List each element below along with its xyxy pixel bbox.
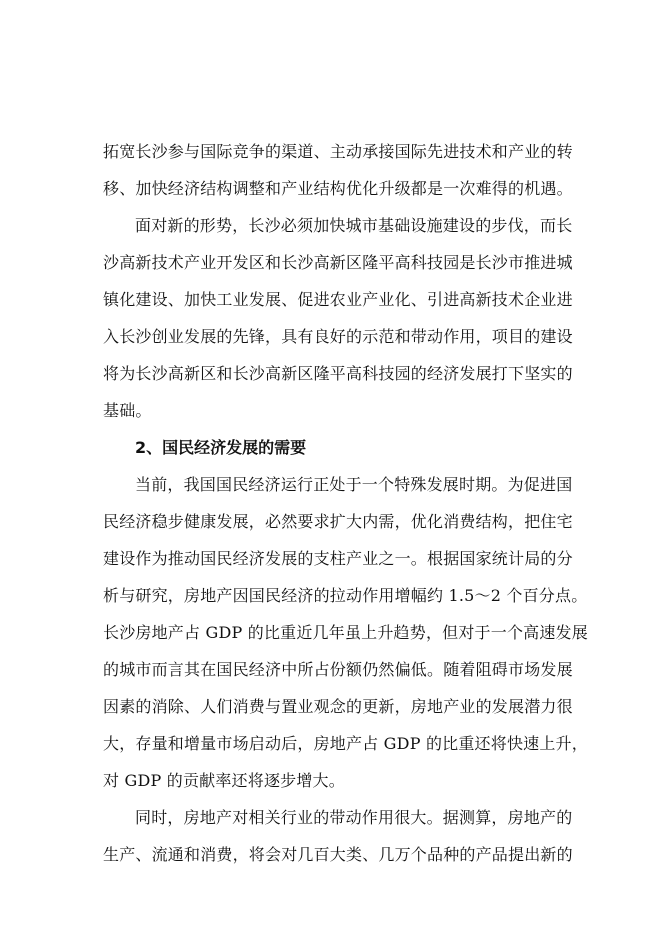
- paragraph-2-line-1: 面对新的形势，长沙必须加快城市基础设施建设的步伐，而长: [135, 216, 573, 235]
- paragraph-3-line-5: 长沙房地产占 GDP 的比重近几年虽上升趋势，但对于一个高速发展: [103, 623, 588, 642]
- paragraph-3-line-7: 因素的消除、人们消费与置业观念的更新，房地产业的发展潜力很: [103, 697, 573, 716]
- paragraph-1-line-2: 移、加快经济结构调整和产业结构优化升级都是一次难得的机遇。: [103, 179, 573, 198]
- paragraph-2-line-5: 将为长沙高新区和长沙高新区隆平高科技园的经济发展打下坚实的: [103, 364, 573, 383]
- paragraph-3-line-2: 民经济稳步健康发展，必然要求扩大内需，优化消费结构，把住宅: [103, 512, 573, 531]
- paragraph-3-line-3: 建设作为推动国民经济发展的支柱产业之一。根据国家统计局的分: [103, 549, 573, 568]
- paragraph-4-line-1: 同时，房地产对相关行业的带动作用很大。据测算，房地产的: [135, 808, 573, 827]
- paragraph-4-line-2: 生产、流通和消费，将会对几百大类、几万个品种的产品提出新的: [103, 845, 573, 864]
- section-heading: 2、国民经济发展的需要: [135, 438, 307, 457]
- paragraph-2-line-6: 基础。: [103, 401, 152, 420]
- paragraph-3-line-6: 的城市而言其在国民经济中所占份额仍然偏低。随着阻碍市场发展: [103, 660, 573, 679]
- paragraph-2-line-4: 入长沙创业发展的先锋，具有良好的示范和带动作用，项目的建设: [103, 327, 573, 346]
- paragraph-2-line-2: 沙高新技术产业开发区和长沙高新区隆平高科技园是长沙市推进城: [103, 253, 573, 272]
- paragraph-3-line-1: 当前，我国国民经济运行正处于一个特殊发展时期。为促进国: [135, 475, 573, 494]
- paragraph-3-line-9: 对 GDP 的贡献率还将逐步增大。: [103, 771, 345, 790]
- paragraph-3-line-8: 大，存量和增量市场启动后，房地产占 GDP 的比重还将快速上升，: [103, 734, 588, 753]
- paragraph-3-line-4: 析与研究，房地产因国民经济的拉动作用增幅约 1.5～2 个百分点。: [103, 586, 588, 605]
- paragraph-1-line-1: 拓宽长沙参与国际竞争的渠道、主动承接国际先进技术和产业的转: [103, 142, 573, 161]
- paragraph-2-line-3: 镇化建设、加快工业发展、促进农业产业化、引进高新技术企业进: [103, 290, 573, 309]
